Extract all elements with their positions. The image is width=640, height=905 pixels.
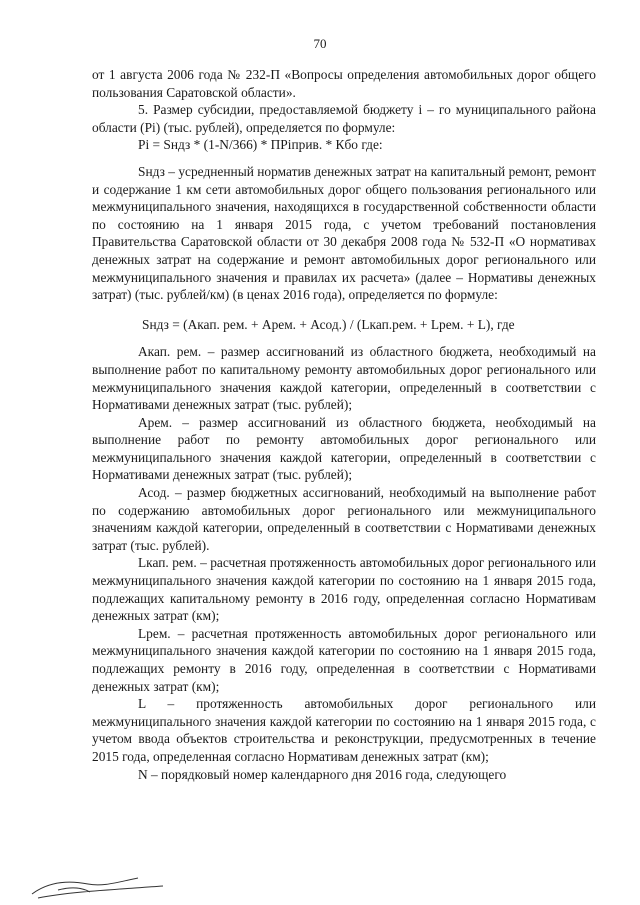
page-number: 70	[313, 36, 327, 51]
paragraph-lrem-definition: Lрем. – расчетная протяженность автомобильных дорог регионального или межмуниципального значения каждой категории по состоянию на 1 января 2015 года, подлежащих ремонту в 2016 году, определенная в соответствии с Нормативами денежных затрат (км);	[92, 625, 596, 694]
paragraph-subsidy-size: 5. Размер субсидии, предоставляемой бюджету i – го муниципального района области (Pi) (тыс. рублей), определяется по формуле:	[92, 102, 596, 135]
paragraph-l-definition: L – протяженность автомобильных дорог регионального или межмуниципального значения каждой категории по состоянию на 1 января 2015 года, с учетом ввода объектов строительства и реконструкции, предусмотренных в течение 2015 года, определенная согласно Нормативам денежных затрат (км);	[92, 696, 596, 764]
paragraph-sndz-definition: Sндз – усредненный норматив денежных затрат на капитальный ремонт, ремонт и содержание 1 км сети автомобильных дорог общего пользования регионального или межмуниципального значения, находящихся в государственной собственности области по состоянию на 1 января 2015 года, с учетом требований постановления Правительства Саратовской области от 30 декабря 2008 года № 532-П «О нормативах денежных затрат на содержание и ремонт автомобильных дорог регионального или межмуниципального значения и правилах их расчета» (далее – Нормативы денежных затрат) (тыс. рублей/км) (в ценах 2016 года), определяется по формуле:	[92, 163, 596, 303]
paragraph-intro-tail: от 1 августа 2006 года № 232-П «Вопросы определения автомобильных дорог общего пользования Саратовской области».	[92, 67, 596, 100]
paragraph-lkap-definition: Lкап. рем. – расчетная протяженность автомобильных дорог регионального или межмуниципального значения каждой категории по состоянию на 1 января 2015 года, подлежащих капитальному ремонту в 2016 году, определенная согласно Нормативам денежных затрат (км);	[92, 555, 596, 624]
paragraph-akap-definition: Акап. рем. – размер ассигнований из областного бюджета, необходимый на выполнение работ по капитальному ремонту автомобильных дорог регионального или межмуниципального значения каждой категории, определенный в соответствии с Нормативами денежных затрат (тыс. рублей);	[92, 344, 596, 413]
paragraph-arem-definition: Арем. – размер ассигнований из областного бюджета, необходимый на выполнение работ по ремонту автомобильных дорог регионального или межмуниципального значения каждой категории, определенный в соответствии с Нормативами денежных затрат (тыс. рублей);	[92, 414, 596, 483]
signature-mark	[28, 872, 168, 902]
formula-pi: Pi = Sндз * (1-N/366) * ПРiприв. * Кбо где:	[138, 137, 383, 153]
formula-sndz: Sндз = (Акап. рем. + Арем. + Асод.) / (Lкап.рем. + Lрем. + L), где	[142, 316, 515, 332]
paragraph-n-definition: N – порядковый номер календарного дня 2016 года, следующего	[138, 766, 507, 782]
paragraph-asod-definition: Асод. – размер бюджетных ассигнований, необходимый на выполнение работ по содержанию автомобильных дорог регионального или межмуниципального значениям каждой категории, определенный в соответствии с Нормативами денежных затрат (тыс. рублей).	[92, 485, 596, 553]
document-body	[92, 66, 596, 783]
